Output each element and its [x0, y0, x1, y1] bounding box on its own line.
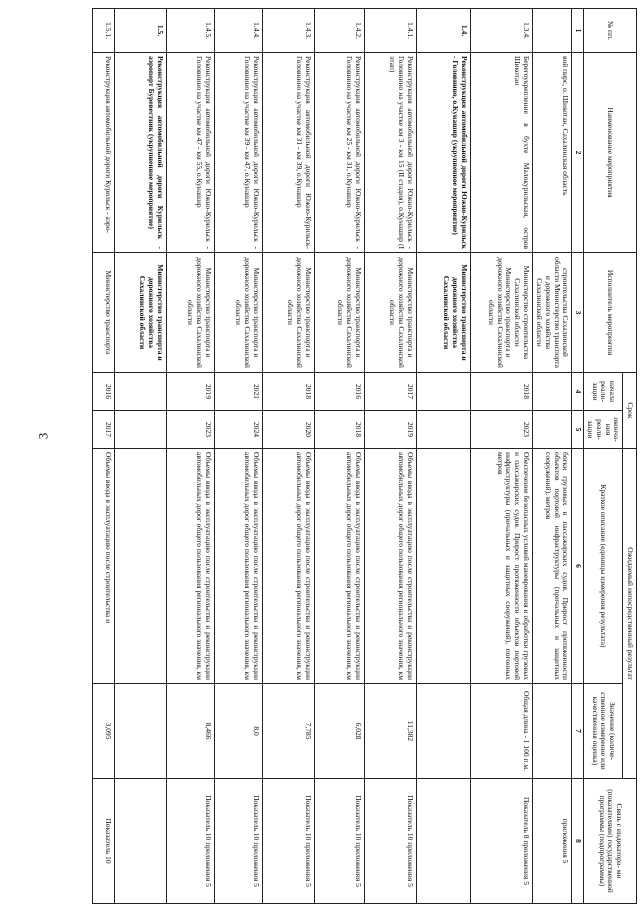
executor-cell: строительства Сахалинской области Министерство транспорта и дорожного хозяйства Сахалинской области [532, 253, 572, 373]
header-row-1 [623, 9, 637, 904]
indicator-link [416, 779, 470, 904]
executor-cell: Министерство транспорта и дорожного хозяйства Сахалинской области [114, 253, 166, 373]
executor-cell: Министерство транспорта и дорожного хозяйства Сахалинской области [262, 253, 314, 373]
result-value: 3,095 [92, 684, 114, 779]
col-index: 2 [572, 53, 584, 253]
header-start: начала реали- зации [583, 373, 623, 411]
indicator-link: Показатель 10 приложения 5 [262, 779, 314, 904]
result-value [114, 684, 166, 779]
row-number: 1.4. [416, 9, 470, 53]
result-value: 8,466 [166, 684, 214, 779]
start-year: 2018 [470, 373, 532, 411]
indicator-link: Показатель 10 приложения 5 [314, 779, 364, 904]
measures-table [92, 8, 637, 904]
measure-name: вой пирс, о. Шикотан, Сахалинская область [532, 53, 572, 253]
start-year: 2016 [92, 373, 114, 411]
end-year: 2017 [92, 411, 114, 449]
result-description [114, 449, 166, 684]
row-number: 1.4.2. [314, 9, 364, 53]
end-year: 2019 [364, 411, 416, 449]
result-value [416, 684, 470, 779]
measure-name: Реконструкция автомобильной дороги Южно-Курильск - Головнино на участке км 25 - км 31, о.Кунашир [314, 53, 364, 253]
row-number: 1.3.4. [470, 9, 532, 53]
result-description: богки грузовых и пассажирских судов. Прирост протяженности объектов портовой инфраструктуры (причальных и защитных сооружений), метров [532, 449, 572, 684]
column-index-row [572, 9, 584, 904]
table-row [416, 9, 470, 904]
result-description: Объемы ввода в эксплуатацию после строительства и реконструкции автомобильных дорог общего пользования регионального значения, км [364, 449, 416, 684]
result-value [532, 684, 572, 779]
result-value: 6,028 [314, 684, 364, 779]
start-year: 2021 [214, 373, 262, 411]
executor-cell: Министерство транспорта и дорожного хозяйства Сахалинской области [364, 253, 416, 373]
col-index: 3 [572, 253, 584, 373]
start-year: 2017 [364, 373, 416, 411]
row-number: 1.5.1. [92, 9, 114, 53]
header-value: Значение (количе- ственное измерение или качественная оценка) [583, 684, 623, 779]
table-row [532, 9, 572, 904]
result-value: 7,785 [262, 684, 314, 779]
result-description: Обеспечение безопасных условий маневрования и обработки грузовых и пассажирских судов. Прирост протяженности объектов портовой инфраструктуры (причальных и защитных сооружений), погонных метров [470, 449, 532, 684]
start-year [416, 373, 470, 411]
measure-name: Реконструкция автомобильной дороги Южно-Курильск-Головнино на участке км 31 - км 39, о.Кунашир [262, 53, 314, 253]
executor-cell: Министерство строительства Сахалинской области Министерство транспорта и дорожного хозяйства Сахалинской области [470, 253, 532, 373]
table-row [364, 9, 416, 904]
end-year: 2018 [314, 411, 364, 449]
header-expected: Ожидаемый непосредственный результат [623, 449, 637, 779]
table-row [214, 9, 262, 904]
indicator-link: Показатель 10 приложения 5 [364, 779, 416, 904]
measure-name: Реконструкция автомобильной дороги Южно-Курильск - Головнино, о.Кунашир (укрупненное мероприятие) [416, 53, 470, 253]
table-row [314, 9, 364, 904]
measure-name: Реконструкция автомобильной дороги Курильск - аэропорт Буревестник (укрупненное мероприятие) [114, 53, 166, 253]
row-number [532, 9, 572, 53]
result-description: Объемы ввода в эксплуатацию после строительства и реконструкции автомобильных дорог общего пользования регионального значения, км [214, 449, 262, 684]
indicator-link [114, 779, 166, 904]
result-description: Объемы ввода в эксплуатацию после строительства и реконструкции автомобильных дорог общего пользования регионального значения, км [262, 449, 314, 684]
measure-name: Реконструкция автомобильной дороги Южно-Курильск - Головнино на участке км 39 - км 47, о.Кунашир [214, 53, 262, 253]
executor-cell: Министерство транспорта [92, 253, 114, 373]
page-number: 3 [35, 432, 51, 440]
header-num: № пп. [583, 9, 636, 53]
start-year [532, 373, 572, 411]
table-row [262, 9, 314, 904]
table-row [92, 9, 114, 904]
end-year [416, 411, 470, 449]
header-name: Наименование мероприятия [583, 53, 636, 253]
measure-name: Реконструкция автомобильной дороги Курильск - аэро- [92, 53, 114, 253]
table-body [92, 9, 572, 904]
executor-cell: Министерство транспорта и дорожного хозяйства Сахалинской области [214, 253, 262, 373]
measure-name: Реконструкция автомобильной дороги Южно-Курильск - Головнино на участке км 47 - км 55, о.Кунашир [166, 53, 214, 253]
row-number: 1.5. [114, 9, 166, 53]
start-year: 2019 [166, 373, 214, 411]
header-brief: Краткое описание (единицы измерения результата) [583, 449, 623, 684]
end-year: 2023 [166, 411, 214, 449]
row-number: 1.4.1. [364, 9, 416, 53]
header-link: Связь с индикатора- ми (показателями) государственной программы (подпрограммы) [583, 779, 636, 904]
end-year: 2023 [470, 411, 532, 449]
col-index: 7 [572, 684, 584, 779]
col-index: 6 [572, 449, 584, 684]
result-value: 8,0 [214, 684, 262, 779]
start-year: 2018 [262, 373, 314, 411]
col-index: 8 [572, 779, 584, 904]
executor-cell: Министерство транспорта и дорожного хозяйства Сахалинской области [416, 253, 470, 373]
end-year [114, 411, 166, 449]
indicator-link: Показатель 10 [92, 779, 114, 904]
start-year: 2016 [314, 373, 364, 411]
executor-cell: Министерство транспорта и дорожного хозяйства Сахалинской области [314, 253, 364, 373]
indicator-link: приложения 5 [532, 779, 572, 904]
measure-name: Реконструкция автомобильной дороги Южно-Курильск - Головнино на участке км 3 - км 15 (II стадия), о.Кунашир (I этап) [364, 53, 416, 253]
end-year: 2024 [214, 411, 262, 449]
result-value: 11,382 [364, 684, 416, 779]
table-row [114, 9, 166, 904]
indicator-link: Показатель 10 приложения 5 [214, 779, 262, 904]
end-year: 2020 [262, 411, 314, 449]
end-year [532, 411, 572, 449]
col-index: 5 [572, 411, 584, 449]
table-row [470, 9, 532, 904]
result-description: Объемы ввода в эксплуатацию после строительства и [92, 449, 114, 684]
row-number: 1.4.5. [166, 9, 214, 53]
col-index: 4 [572, 373, 584, 411]
header-period: Срок [623, 373, 637, 449]
result-value: Общая длина - 1 100 п.м. [470, 684, 532, 779]
indicator-link: Показатель 8 приложения 5 [470, 779, 532, 904]
rotated-table-page [22, 8, 637, 903]
result-description [416, 449, 470, 684]
result-description: Объемы ввода в эксплуатацию после строительства и реконструкции автомобильных дорог общего пользования регионального значения, км [166, 449, 214, 684]
start-year [114, 373, 166, 411]
header-end: оконча- ния реали- зации [583, 411, 623, 449]
measure-name: Берегоукрепление в бухте Малокурильская, остров Шикотан [470, 53, 532, 253]
indicator-link: Показатель 10 приложения 5 [166, 779, 214, 904]
executor-cell: Министерство транспорта и дорожного хозяйства Сахалинской области [166, 253, 214, 373]
row-number: 1.4.4. [214, 9, 262, 53]
header-executor: Исполнитель мероприятия [583, 253, 636, 373]
result-description: Объемы ввода в эксплуатацию после строительства и реконструкции автомобильных дорог общего пользования регионального значения, км [314, 449, 364, 684]
col-index: 1 [572, 9, 584, 53]
row-number: 1.4.3. [262, 9, 314, 53]
table-row [166, 9, 214, 904]
